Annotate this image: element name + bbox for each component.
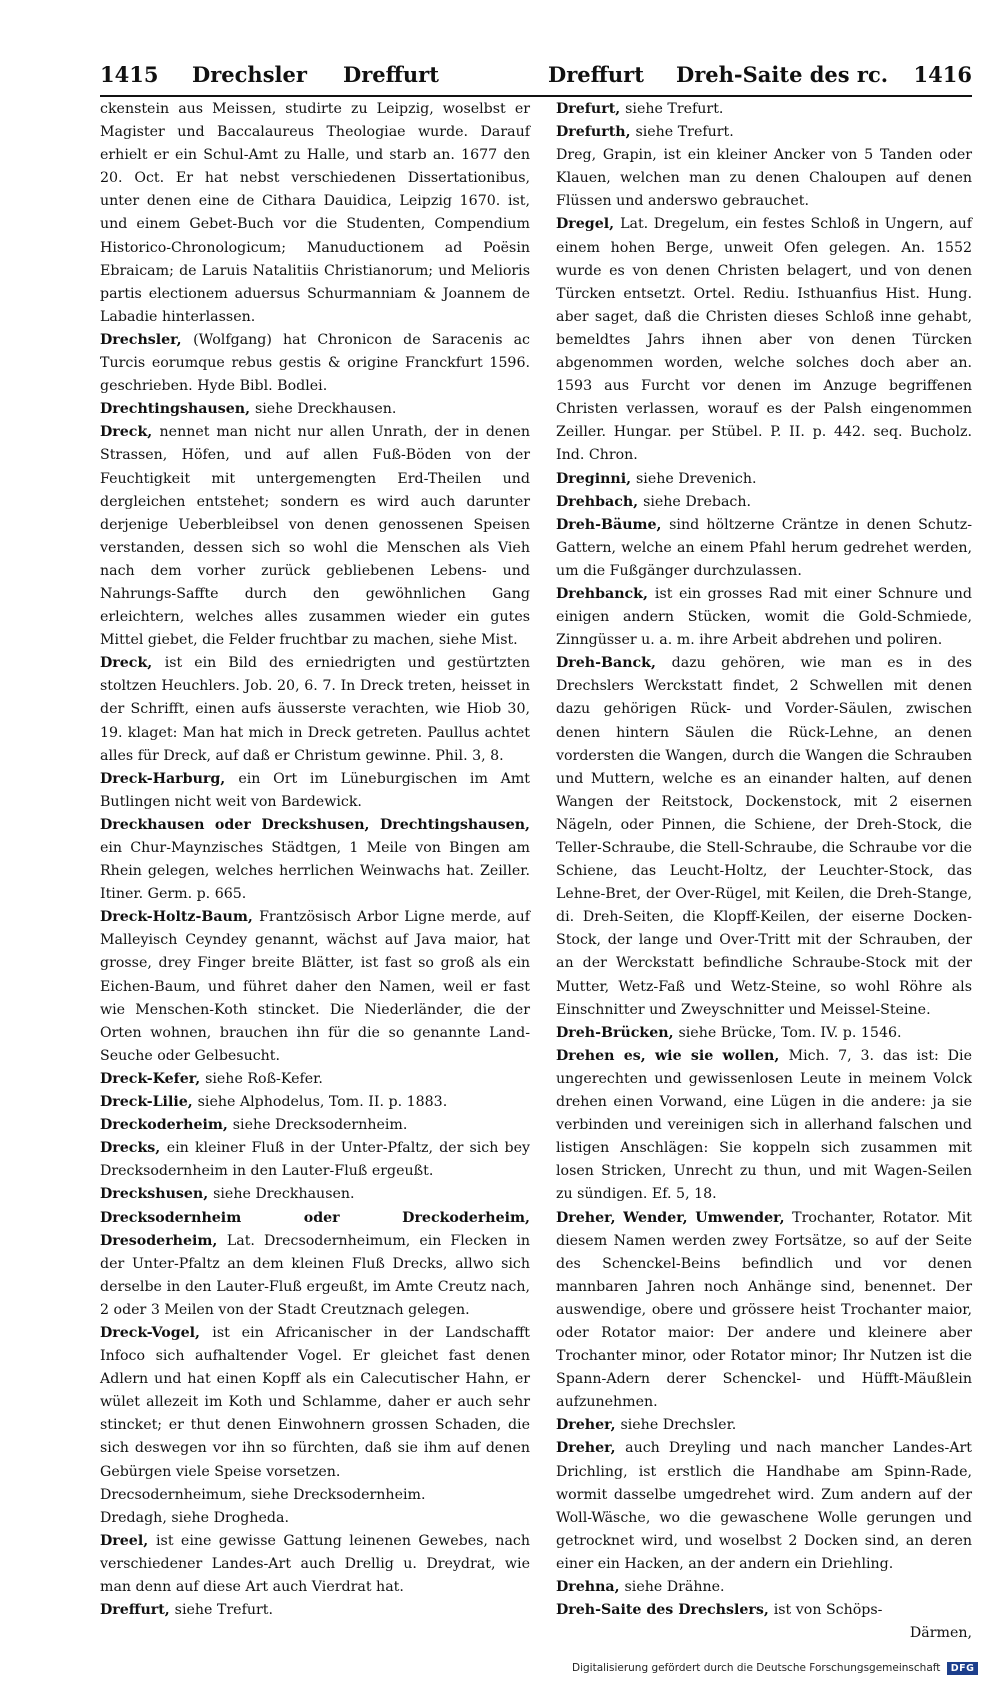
dictionary-entry — [556, 1045, 972, 1207]
dictionary-entry — [556, 1599, 972, 1622]
dictionary-entry — [100, 1183, 530, 1206]
entry-headword: Dreher, — [556, 1440, 626, 1457]
dictionary-entry — [556, 1622, 972, 1645]
entry-text: Mich. 7, 3. das ist: Die ungerechten und gewissenlosen Leute in meinem Volck drehen einen Vorwand, eine Lügen in die andere: ja sie verbinden und vereinigen sich in allerhand falschen und listigen Anschlägen: Sie koppeln sich zusammen mit losen Stricken, Unrecht zu thun, und mit Wagen-Seilen zu sündigen. Ef. 5, 18. — [556, 1047, 972, 1203]
header-keyword-left-1: Drechsler — [192, 62, 307, 87]
entry-headword: Drehna, — [556, 1579, 625, 1595]
entry-text: siehe Trefurt. — [635, 124, 734, 141]
dictionary-entry — [100, 1530, 530, 1599]
entry-text: ein Chur-Maynzisches Städtgen, 1 Meile von Bingen am Rhein gelegen, welches herrlichen Weinwachs hat. Zeiller. Itiner. Germ. p. 665. — [100, 840, 530, 903]
dictionary-entry — [556, 1437, 972, 1576]
dictionary-entry — [556, 652, 972, 1022]
entry-headword: Dreher, — [556, 1417, 621, 1434]
running-header — [100, 62, 972, 92]
dictionary-entry — [556, 144, 972, 213]
dictionary-entry — [100, 1068, 530, 1091]
entry-headword: Dregel, — [556, 216, 621, 233]
dictionary-entry — [556, 98, 972, 121]
entry-headword: Dreck-Vogel, — [100, 1324, 213, 1341]
dictionary-entry — [100, 1507, 530, 1530]
entry-text: ist ein Africanischer in der Landschafft Infoco sich aufhaltender Vogel. Er gleichet fast denen Adlern und hat einen Kopff als ein Calecutischer Hahn, er wület allezeit im Koth und Schlamme, daher er auch sehr stincket; er thut denen Einwohnern grossen Schaden, die sich deswegen vor ihn so fürchten, daß sie ihm auf denen Gebürgen viele Speise vorsetzen. — [100, 1324, 531, 1480]
entry-text: ist von Schöps- — [773, 1602, 883, 1619]
entry-text: siehe Drebach. — [643, 493, 752, 510]
entry-headword: Dreckoderheim, — [100, 1117, 233, 1134]
entry-text: ein Ort im Lüneburgischen im Amt Butlingen nicht weit von Bardewick. — [100, 770, 530, 810]
dictionary-entry — [100, 768, 530, 814]
dictionary-entry — [556, 1207, 972, 1415]
dictionary-entry — [100, 1484, 530, 1507]
entry-headword: Dreck-Harburg, — [100, 770, 239, 787]
header-keyword-right-2: Dreh-Saite des rc. — [676, 62, 889, 87]
entry-text: Därmen, — [909, 1625, 972, 1642]
dictionary-entry — [100, 1207, 530, 1322]
entry-text: Dredagh, siehe Drogheda. — [100, 1509, 289, 1526]
dictionary-entry — [556, 491, 972, 514]
entry-text: Lat. Dregelum, ein festes Schloß in Ungern, auf einem hohen Berge, unweit Ofen gelegen. An. 1552 wurde es von denen Christen belagert, und von denen Türcken entsetzt. Ortel. Rediu. Isthuanfius Hist. Hung. aber saget, daß die Christen dieses Schloß inne gehabt, bemeldtes Jahrs ihnen aber von denen Türcken abgenommen worden, welche solches doch aber an. 1593 aus Furcht vor denen im Anzuge begriffenen Christen verlassen, worauf es der Palsh eingenommen Zeiller. Hungar. per Stübel. P. II. p. 442. seq. Bucholz. Ind. Chron. — [556, 216, 972, 464]
entry-headword: Dreh-Bäume, — [556, 516, 670, 533]
header-rule — [100, 95, 972, 97]
entry-headword: Drehbach, — [556, 493, 644, 510]
dictionary-entry — [100, 814, 530, 906]
entry-text: siehe Drechsler. — [620, 1417, 737, 1434]
dictionary-entry — [100, 1322, 530, 1484]
entry-headword: Dreck-Lilie, — [100, 1094, 198, 1111]
entry-headword: Drehbanck, — [556, 585, 655, 602]
entry-text: Trochanter, Rotator. Mit diesem Namen werden zwey Fortsätze, so auf der Seite des Schenckel-Beins befindlich und vor denen mannbaren Jahren noch Anhänge sind, benennet. Der auswendige, obere und grössere heist Trochanter maior, oder Rotator maior: Der andere und kleinere aber Trochanter minor, oder Rotator minor; Ihr Nutzen ist die Spann-Adern derer Schenckel- und Hüfft-Mäußlein aufzunehmen. — [556, 1209, 972, 1411]
entry-headword: Dreh-Brücken, — [556, 1024, 679, 1041]
entry-headword: Dreginni, — [556, 470, 637, 487]
entry-text: siehe Alphodelus, Tom. II. p. 1883. — [197, 1094, 448, 1111]
header-keyword-right-1: Dreffurt — [548, 62, 644, 87]
entry-headword: Drefurt, — [556, 101, 626, 117]
entry-text: nennet man nicht nur allen Unrath, der in denen Strassen, Höfen, und auf allen Fuß-Böden von der Feuchtigkeit mit untergemengten Erd-Theilen und dergleichen entstehet; sondern es wird auch darunter derjenige Ueberbleibsel von denen genossenen Speisen verstanden, dessen sich so wohl die Menschen als Vieh nach dem vorher zurück gebliebenen Lebens- und Nahrungs-Saffte durch den gewöhnlichen Gang erleichtern, welches alles zusammen wieder ein gutes Mittel giebet, die Felder fruchtbar zu machen, siehe Mist. — [100, 424, 530, 649]
entry-text: ist ein grosses Rad mit einer Schnure und einigen andern Stücken, womit die Gold-Schmiede, Zinngüsser u. a. m. ihre Arbeit abdrehen und poliren. — [556, 585, 972, 649]
dictionary-entry — [556, 213, 972, 467]
entry-text: ist ein Bild des erniedrigten und gestürtzten stoltzen Heuchlers. Job. 20, 6. 7. In Dreck treten, heisset in der Schrifft, einen aufs äusserste verachten, wie Hiob 30, 19. klaget: Man hat mich in Dreck getreten. Paullus achtet alles für Dreck, auf daß er Christum gewinne. Phil. 3, 8. — [100, 655, 530, 764]
entry-headword: Dreck, — [100, 424, 160, 441]
entry-text: siehe Dreckhausen. — [213, 1186, 355, 1203]
entry-text: Frantzösisch Arbor Ligne merde, auf Malleyisch Ceyndey genannt, wächst auf Java maior, hat grosse, drey Finger breite Blätter, ist fast so groß als ein Eichen-Baum, und führet daher den Namen, weil er fast wie Menschen-Koth stincket. Die Niederländer, die der Orten wohnen, brauchen ihn für die so genannte Land-Seuche oder Gelbesucht. — [100, 909, 530, 1064]
dictionary-entry — [100, 1137, 530, 1183]
entry-text: sind höltzerne Cräntze in denen Schutz-Gattern, welche an einem Pfahl herum gedrehet werden, um die Fußgänger durchzulassen. — [556, 516, 972, 579]
entry-text: siehe Dreckhausen. — [254, 401, 397, 418]
entry-headword: Drechtingshausen, — [100, 401, 255, 418]
entry-headword: Dreel, — [100, 1532, 156, 1549]
entry-headword: Drefurth, — [556, 124, 636, 141]
dictionary-entry — [100, 652, 530, 767]
entry-text: Drecsodernheimum, siehe Drecksodernheim. — [100, 1486, 426, 1503]
entry-headword: Dreh-Saite des Drechslers, — [556, 1602, 774, 1619]
entry-headword: Dreck-Kefer, — [100, 1070, 206, 1087]
dfg-logo: DFG — [947, 1662, 979, 1675]
dictionary-entry — [556, 1022, 972, 1045]
entry-text: Dreg, Grapin, ist ein kleiner Ancker von 5 Tanden oder Klauen, welchen man zu denen Chaloupen auf denen Flüssen und anderswo gebrauchet. — [556, 147, 972, 210]
dictionary-entry — [100, 906, 530, 1068]
page-number-left: 1415 — [100, 62, 159, 87]
entry-text: siehe Roß-Kefer. — [205, 1070, 323, 1087]
entry-text: ckenstein aus Meissen, studirte zu Leipzig, woselbst er Magister und Baccalaureus Theologiae wurde. Darauf erhielt er ein Schul-Amt zu Halle, und starb an. 1677 den 20. Oct. Er hat nebst verschiedenen Dissertationibus, unter denen eine de Cithara Dauidica, Leipzig 1670. ist, und einem Gebet-Buch vor die Studenten, Compendium Historico-Chronologicum; Manuductionem ad Poësin Ebraicam; de Laruis Natalitiis Christianorum; und Melioris partis electionem aduersus Schurmanniam & Joannem de Labadie hinterlassen. — [100, 101, 530, 325]
entry-text: siehe Drähne. — [624, 1579, 725, 1595]
dictionary-entry — [100, 1114, 530, 1137]
dictionary-entry — [556, 1576, 972, 1599]
entry-headword: Drecks, — [100, 1140, 167, 1157]
header-keyword-left-2: Dreffurt — [343, 62, 439, 87]
entry-text: auch Dreyling und nach mancher Landes-Art Drichling, ist erstlich die Handhabe am Spinn-Rade, wormit dasselbe umgedrehet wird. Zum andern auf der Woll-Wäsche, wo die gewaschene Wolle gerungen und getrocknet wird, und woselbst 2 Docken sind, an deren einer ein Hacken, an der andern ein Driehling. — [556, 1440, 972, 1572]
entry-headword: Drechsler, — [100, 331, 194, 348]
dictionary-entry — [100, 1091, 530, 1114]
dictionary-entry — [100, 329, 530, 398]
page-number-right: 1416 — [913, 62, 972, 87]
dictionary-entry — [100, 398, 530, 421]
entry-headword: Dreck, — [100, 655, 165, 672]
dictionary-entry — [556, 1414, 972, 1437]
dictionary-entry — [556, 121, 972, 144]
dictionary-entry — [556, 468, 972, 491]
entry-headword: Dreffurt, — [100, 1602, 175, 1619]
entry-text: siehe Brücke, Tom. IV. p. 1546. — [678, 1024, 902, 1041]
entry-text: Lat. Drecsodernheimum, ein Flecken in der Unter-Pfaltz an dem kleinen Fluß Drecks, allwo sich derselbe in den Lauter-Fluß ergeußt, im Amte Creutz nach, 2 oder 3 Meilen von der Stadt Creutznach gelegen. — [100, 1232, 530, 1318]
entry-text: (Wolfgang) hat Chronicon de Saracenis ac Turcis eorumque rebus gestis & origine Franckfurt 1596. geschrieben. Hyde Bibl. Bodlei. — [100, 331, 531, 395]
entry-headword: Drecksodernheim oder Dreckoderheim, Dresoderheim, — [100, 1209, 530, 1249]
entry-text: siehe Trefurt. — [174, 1602, 273, 1619]
right-column — [556, 98, 972, 1645]
dictionary-entry — [100, 421, 530, 652]
entry-headword: Dreckhausen oder Dreckshusen, Drechtingshausen, — [100, 816, 530, 833]
funding-footer — [572, 1662, 978, 1675]
entry-text: ist eine gewisse Gattung leinenen Gewebes, nach verschiedener Landes-Art auch Drellig u. Dreydrat, wie man denn auf diese Art auch Vierdrat hat. — [100, 1532, 530, 1595]
entry-text: siehe Trefurt. — [625, 101, 724, 117]
entry-text: siehe Drecksodernheim. — [232, 1117, 408, 1134]
entry-headword: Dreckshusen, — [100, 1186, 214, 1203]
entry-headword: Dreck-Holtz-Baum, — [100, 909, 260, 926]
dictionary-entry — [100, 1599, 530, 1622]
entry-text: siehe Drevenich. — [636, 470, 757, 487]
dictionary-entry — [556, 583, 972, 652]
footer-text: Digitalisierung gefördert durch die Deutsche Forschungsgemeinschaft — [572, 1662, 941, 1674]
entry-headword: Dreh-Banck, — [556, 655, 672, 672]
entry-text: ein kleiner Fluß in der Unter-Pfaltz, der sich bey Drecksodernheim in den Lauter-Fluß ergeußt. — [100, 1140, 530, 1180]
dictionary-entry — [556, 514, 972, 583]
left-column — [100, 98, 530, 1622]
entry-text: dazu gehören, wie man es in des Drechslers Werckstatt findet, 2 Schwellen mit denen dazu gehörigen Rück- und Vorder-Säulen, zwischen denen hintern Säulen die Rück-Lehne, an denen vordersten die Wangen, durch die Wangen die Schrauben und Muttern, welche es an einander halten, auf denen Wangen der Reitstock, Dockenstock, mit 2 eisernen Nägeln, oder Pinnen, die Schiene, der Dreh-Stock, die Teller-Schraube, die Stell-Schraube, die Schraube vor die Schiene, das Leucht-Holtz, der Leuchter-Stock, das Lehne-Bret, der Over-Rügel, mit Keilen, die Dreh-Stange, di. Dreh-Seiten, die Klopff-Keilen, der eiserne Docken-Stock, der lange und Over-Tritt mit der Schrauben, der an der Werckstatt befindliche Schraube-Stock mit der Mutter, Wetz-Faß und Wetz-Steine, so wohl Röhre als Einschnitter und Zweyschnitter und Meissel-Steine. — [556, 655, 972, 1018]
entry-headword: Dreher, Wender, Umwender, — [556, 1209, 793, 1226]
dictionary-entry — [100, 98, 530, 329]
entry-headword: Drehen es, wie sie wollen, — [556, 1047, 789, 1064]
